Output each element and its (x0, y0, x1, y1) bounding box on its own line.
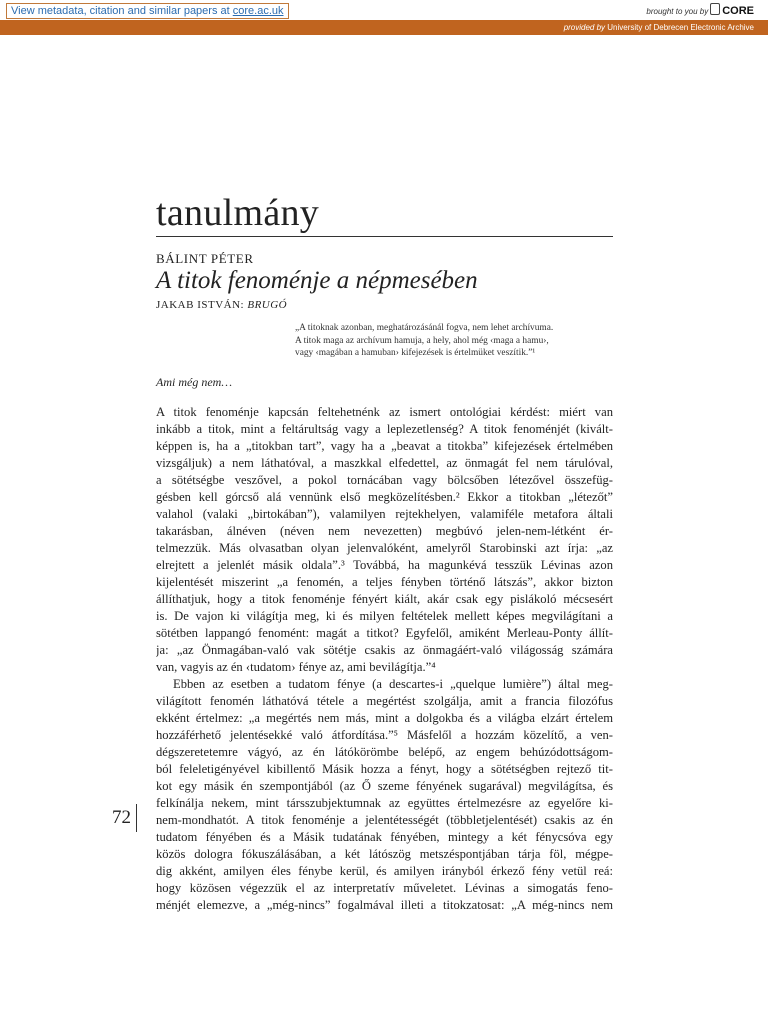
body-line: ménjét elemezve, a „még-nincs” fogalmával illeti a titokzatosat: „A még-nincs nem (156, 898, 613, 912)
core-provided-by[interactable] (564, 22, 754, 33)
epigraph-line: A titok maga az archívum hamuja, a hely, ahol még ‹maga a hamu›, (295, 335, 549, 346)
provided-by-label: provided by (563, 23, 606, 32)
article-title: A titok fenoménje a népmesében (156, 267, 478, 294)
core-metadata-link[interactable] (6, 3, 289, 19)
body-line: gésben kell górcső alá vennünk első megközelítésben.² Ekkor a titokban „létezőt” (156, 490, 613, 504)
epigraph (295, 322, 620, 360)
body-line: világított fenomén láthatóvá tétele a megértést szolgálja, amit a francia filozófus (156, 694, 613, 708)
epigraph-line: vagy ‹magában a hamuban› kifejezések is értelmüket veszítik.”¹ (295, 348, 536, 358)
page-number-rule (136, 804, 137, 832)
body-line: Ebben az esetben a tudatom fénye (a descartes-i „quelque lumière”) által meg- (173, 677, 613, 691)
body-text (156, 404, 613, 914)
body-line: valahol (valaki „birtokában”), valamilyen rejtekhelyen, valamiféle metafora általi (156, 507, 613, 521)
core-logo-text: CORE (722, 5, 754, 17)
body-line: ból feleletigényével kibillentő Másik hozza a fényt, hogy a sötétségben rejtező tit- (156, 762, 613, 776)
body-line: a sötétségbe veszővel, a pokol tornácában vagy bölcsőben létezővel összefüg- (156, 473, 613, 487)
body-line: felkínálja nekem, mint társszubjektumnak az együttes értelmezésre az egyelőre ki- (156, 796, 613, 810)
body-line: dig akként, amilyen éles fénybe kerül, és amilyen irányból érkező fény vetül reá: (156, 864, 613, 878)
body-line: kijelentését miszerint „a fenomén, a teljes fényben történő látszás”, akkor bizton (156, 575, 613, 589)
author-name: BÁLINT PÉTER (156, 251, 254, 266)
core-brought-by[interactable] (646, 3, 754, 19)
body-line: hogy közösen végezzük el az interpretatív műveletet. Lévinas a simogatás feno- (156, 881, 613, 895)
provider-name: University of Debrecen Electronic Archive (605, 23, 754, 32)
body-line: ekként értelmez: „a megértés nem más, mint a dolgokba és a világba elzárt értelem (156, 711, 613, 725)
body-line: dégszeretetemre vágyó, az én látókörömbe belépő, az engem behúzódottságom- (156, 745, 613, 759)
body-line: tudatom fényében és a Másik tudatának fényében, mintegy a két fénycsóva egy (156, 830, 613, 844)
body-line: is. De vajon ki világítja meg, ki és milyen feltételek mellett képes megvilágítani a (156, 609, 613, 623)
epigraph-line: „A titoknak azonban, meghatározásánál fogva, nem lehet archívuma. (295, 323, 554, 333)
body-line: közös dologra fókuszálásában, a két látószög metszéspontjában tárja föl, mégpe- (156, 847, 613, 861)
body-line: hozzáférhető jelentésekké való átfordítása.”⁵ Másfelől a hozzám közelítő, a ven- (156, 728, 613, 742)
body-line: képpen is, ha a „titokban tart”, vagy ha a „beavat a titokba” kifejezések értelmében (156, 439, 613, 453)
body-line: van, vagyis az én ‹tudatom› fénye az, ami bevilágítja.”⁴ (156, 660, 436, 674)
core-banner-provider-bar (0, 20, 768, 35)
subtitle-prefix: JAKAB ISTVÁN: (156, 299, 248, 311)
article-subtitle (156, 298, 287, 312)
title-divider (156, 236, 613, 237)
page-number: 72 (112, 807, 131, 828)
brought-by-text: brought to you by (646, 7, 709, 16)
body-line: A titok fenoménje kapcsán feltehetnénk az ismert ontológiai kérdést: miért van (156, 405, 613, 419)
core-banner (0, 0, 768, 35)
body-line: telmezzük. Más olvasatban olyan jelenvalóként, amelyről Starobinski azt írja: „az (156, 541, 613, 555)
body-line: nem-mondhatót. A titok fenoménje a jelentétességét (többletjelentését) csakis az én (156, 813, 613, 827)
body-line: ja: „az Önmagában-való vak sötétje csakis az önmagáért-való világosság számára (156, 643, 613, 657)
body-line: vizsgáljuk) a nem láthatóval, a maszkkal elfedettel, az önmagát fel nem tárulóval, (156, 456, 613, 470)
core-link-prefix: View metadata, citation and similar papers at (11, 5, 233, 17)
core-banner-top (0, 0, 768, 20)
core-link-url[interactable]: core.ac.uk (232, 5, 284, 17)
body-line: sötétben lappangó fenomént: magát a titkot? Egyfelől, amiként Merleau-Ponty állít- (156, 626, 613, 640)
body-line: takarásban, álnéven (néven nem nevezetten) megbúvó jelen-nem-létként ér- (156, 524, 613, 538)
section-title: tanulmány (156, 192, 320, 234)
section-heading: Ami még nem… (156, 375, 232, 389)
body-line: kot egy másik én szempontjából (az Ő szeme fényének sugarával) megvilágítsa, és (156, 779, 613, 793)
body-line: inkább a titok, mint a feltárultság vagy a leplezetlenség? A titok fenoménjét (kivált- (156, 422, 613, 436)
body-line: elrejtett a jelenlét másik oldala”.³ Továbbá, ha magunkévá tesszük Lévinas azon (156, 558, 613, 572)
core-logo-icon (710, 3, 720, 15)
subtitle-italic: BRUGÓ (247, 299, 288, 311)
body-line: állíthatjuk, hogy a titok fenoménje fényért kiált, akár csak egy pislákoló mécsesért (156, 592, 613, 606)
